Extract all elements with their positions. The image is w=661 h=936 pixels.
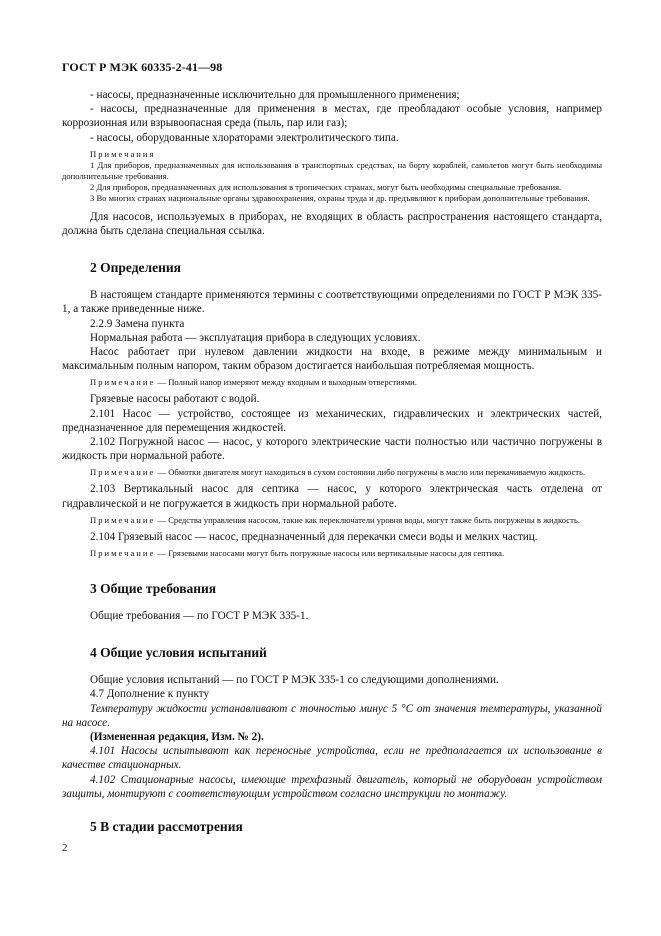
- normal-operation: Нормальная работа — эксплуатация прибора в следующих условиях.: [90, 331, 421, 344]
- scope-note-2: 2 Для приборов, предназначенных для использования в тропических странах, могут быть необходимы специальные требования.: [90, 181, 562, 192]
- temperature-tolerance: Температуру жидкости устанавливают с точностью минус 5 °С от значения температуры, указанной на насосе.: [62, 702, 602, 729]
- section-5-title: 5 В стадии рассмотрения: [90, 819, 243, 835]
- page-content: [62, 88, 602, 835]
- section-3-text: Общие требования — по ГОСТ Р МЭК 335-1.: [90, 610, 309, 623]
- note-label: Примечание: [90, 467, 156, 478]
- section-3-title: 3 Общие требования: [90, 581, 217, 597]
- section-2-intro: В настоящем стандарте применяются термины с соответствующими определениями по ГОСТ Р МЭК 335-1, а также приведенные ниже.: [62, 289, 602, 316]
- scope-note-1: 1 Для приборов, предназначенных для использования в транспортных средствах, на борту кораблей, самолетов могут быть необходимы дополнительные требования.: [62, 159, 602, 181]
- note-head-pressure: [62, 377, 602, 388]
- definition-2-101: 2.101 Насос — устройство, состоящее из механических, гидравлических и электрических частей, предназначенное для перемещения жидкостей.: [62, 407, 602, 434]
- note-label: Примечание: [90, 514, 156, 525]
- scope-closing: Для насосов, используемых в приборах, не входящих в область распространения настоящего стандарта, должна быть сделана специальная ссылка.: [62, 210, 602, 238]
- note-dirt-pumps: [62, 548, 602, 559]
- clause-4-7: 4.7 Дополнение к пункту: [90, 688, 210, 701]
- note-text: — Грязевыми насосами могут быть погружные насосы или вертикальные насосы для септика.: [155, 548, 505, 559]
- note-label: Примечание: [90, 377, 156, 388]
- section-2-title: 2 Определения: [90, 260, 181, 276]
- scope-item-3: - насосы, оборудованные хлораторами электролитического типа.: [90, 131, 399, 144]
- definition-2-102: 2.102 Погружной насос — насос, у которого электрические части полностью или частично погружены в жидкость при нормальной работе.: [62, 436, 602, 463]
- amended-edition: (Измененная редакция, Изм. № 2).: [90, 731, 264, 744]
- page-number: 2: [62, 842, 68, 854]
- pump-operation: Насос работает при нулевом давлении жидкости на входе, в режиме между минимальным и максимальным полным напором, таким образом достигается наибольшая потребляемая мощность.: [62, 346, 602, 373]
- note-text: — Средства управления насосом, такие как переключатели уровня воды, могут также быть погружены в жидкость.: [155, 514, 580, 525]
- clause-2-2-9: 2.2.9 Замена пункта: [90, 317, 185, 330]
- note-control-means: [62, 515, 602, 526]
- note-text: — Полный напор измеряют между входным и выходным отверстиями.: [155, 377, 417, 388]
- section-4-text: Общие условия испытаний — по ГОСТ Р МЭК 335-1 со следующими дополнениями.: [90, 674, 499, 687]
- scope-item-1: - насосы, предназначенные исключительно для промышленного применения;: [90, 89, 460, 101]
- scope-note-3: 3 Во многих странах национальные органы здравоохранения, охраны труда и др. предъявляют к приборам дополнительные требования.: [90, 192, 590, 203]
- definition-2-103: 2.103 Вертикальный насос для септика — насос, у которого электрическая часть отделена от гидравлической и не погружается в жидкость при нормальной работе.: [62, 483, 602, 510]
- notes-heading: Примечания: [90, 148, 156, 159]
- note-text: — Обмотки двигателя могут находиться в сухом состоянии либо погружены в масло или перекачиваемую жидкость.: [155, 467, 586, 478]
- section-4-title: 4 Общие условия испытаний: [90, 645, 267, 661]
- document-header: ГОСТ Р МЭК 60335-2-41—98: [62, 60, 223, 74]
- clause-4-102: 4.102 Стационарные насосы, имеющие трехфазный двигатель, который не оборудован устройством защиты, монтируют с соответствующим устройством согласно инструкции по монтажу.: [62, 773, 602, 800]
- dirty-pumps-water: Грязевые насосы работают с водой.: [90, 393, 260, 406]
- note-label: Примечание: [90, 548, 156, 559]
- definition-2-104: 2.104 Грязевый насос — насос, предназначенный для перекачки смеси воды и мелких частиц.: [90, 530, 538, 543]
- note-motor-windings: [62, 467, 602, 478]
- scope-item-2: - насосы, предназначенные для применения в местах, где преобладают особые условия, например коррозионная или взрывоопасная среда (пыль, пар или газ);: [62, 103, 602, 130]
- clause-4-101: 4.101 Насосы испытывают как переносные устройства, если не предполагается их использование в качестве стационарных.: [62, 745, 602, 772]
